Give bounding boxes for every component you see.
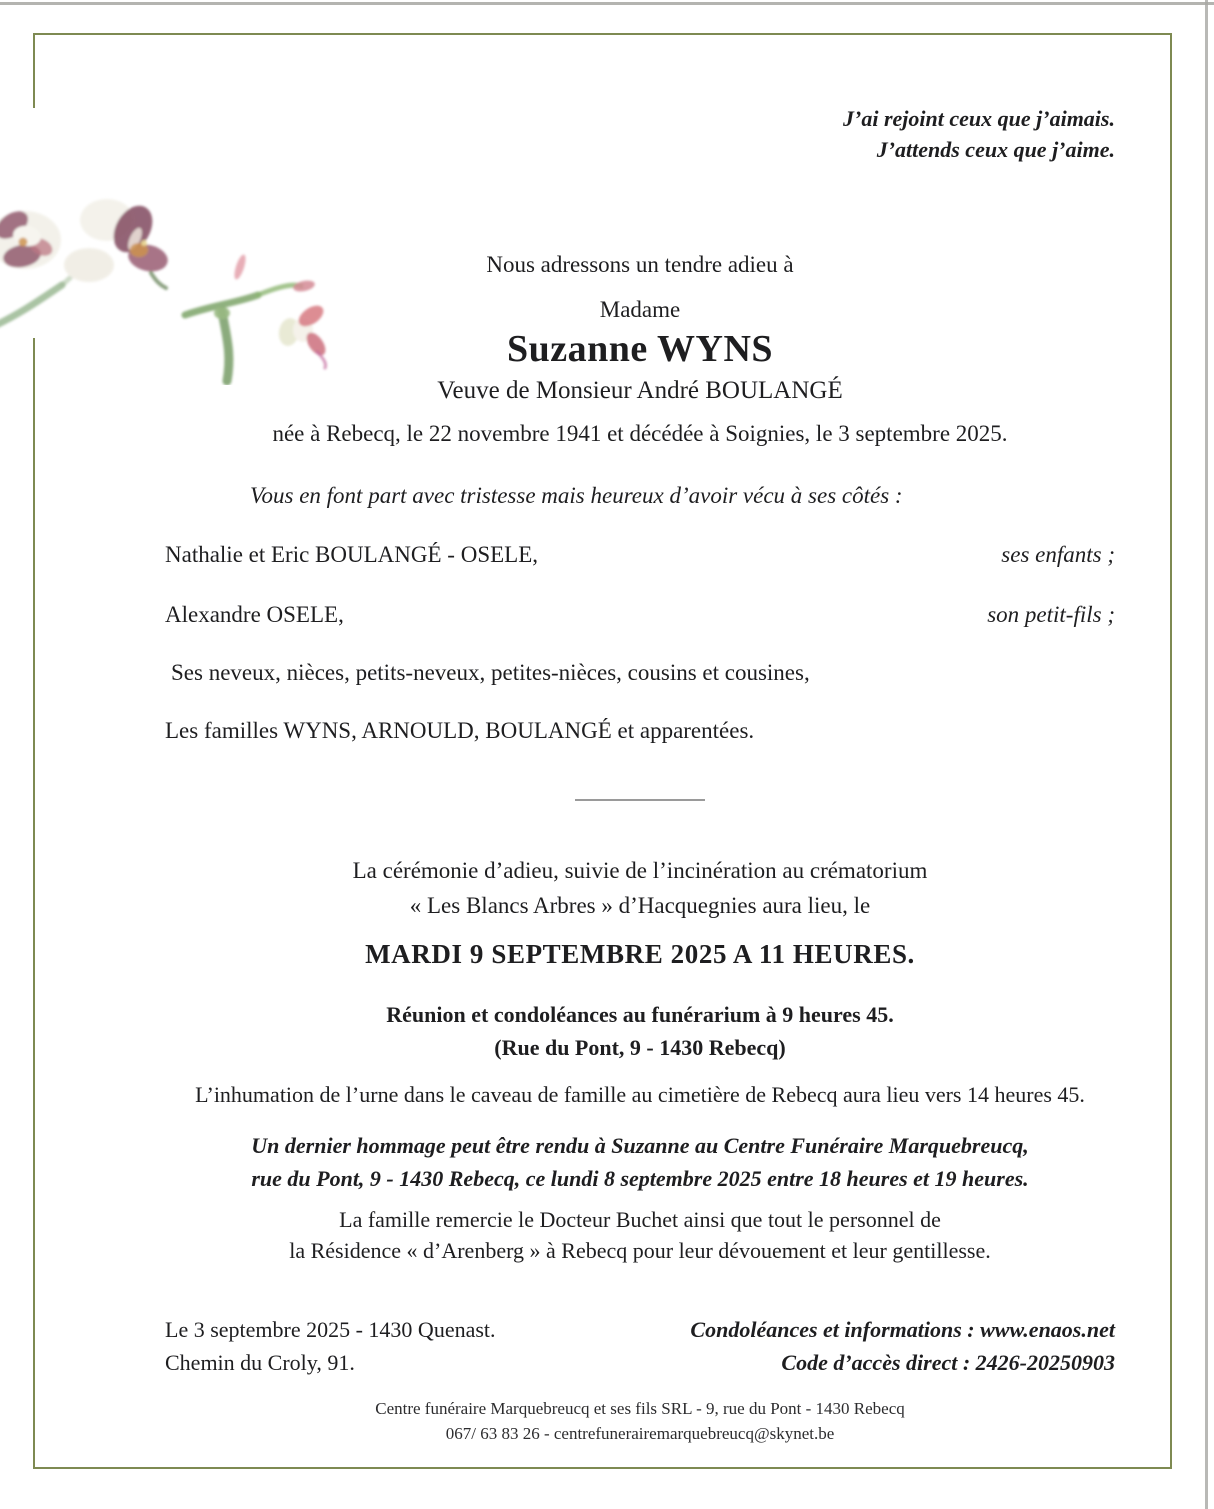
ceremony-line-1: La cérémonie d’adieu, suivie de l’incinération au crématorium [352,858,928,883]
tribute-info [165,1129,1115,1195]
families-line: Les familles WYNS, ARNOULD, BOULANGÉ et apparentées. [165,718,755,743]
burial-info: L’inhumation de l’urne dans le caveau de famille au cimetière de Rebecq aura lieu vers 14 heures 45. [195,1082,1085,1107]
funeral-home-info [165,1396,1115,1446]
relative-name: Nathalie et Eric BOULANGÉ - OSELE, [165,542,539,567]
family-intro: Vous en font part avec tristesse mais heureux d’avoir vécu à ses côtés : [250,483,903,508]
ceremony-line-2: « Les Blancs Arbres » d’Hacquegnies aura lieu, le [409,893,871,918]
epitaph-line-1: J’ai rejoint ceux que j’aimais. [843,106,1115,131]
sender-date-place: Le 3 septembre 2025 - 1430 Quenast. [165,1317,496,1342]
other-relatives-line: Ses neveux, nièces, petits-neveux, petites-nièces, cousins et cousines, [171,660,810,685]
ceremony-date: MARDI 9 SEPTEMBRE 2025 A 11 HEURES. [365,939,915,969]
access-code: Code d’accès direct : 2426-20250903 [781,1350,1115,1375]
life-dates: née à Rebecq, le 22 novembre 1941 et décédée à Soignies, le 3 septembre 2025. [272,421,1008,446]
epitaph [165,103,1115,165]
meeting-info [165,998,1115,1064]
epitaph-line-2: J’attends ceux que j’aime. [876,137,1115,162]
relative-row [165,542,1115,568]
footer-row [165,1313,1115,1379]
funeral-home-contact: 067/ 63 83 26 - centrefunerairemarquebreucq@skynet.be [445,1424,835,1443]
thanks-line-1: La famille remercie le Docteur Buchet ainsi que tout le personnel de [339,1207,941,1232]
condolences-website: Condoléances et informations : www.enaos.net [690,1317,1115,1342]
scan-edge-right [1205,0,1208,1509]
thanks-text [165,1204,1115,1266]
ceremony-text [165,853,1115,923]
title-prefix: Madame [599,297,681,322]
relative-name: Alexandre OSELE, [165,602,344,627]
widow-line: Veuve de Monsieur André BOULANGÉ [437,377,843,404]
meeting-line: Réunion et condoléances au funérarium à 9 heures 45. [386,1002,894,1027]
relative-row [165,602,1115,628]
announcement-intro: Nous adressons un tendre adieu à [486,252,794,277]
tribute-line-2: rue du Pont, 9 - 1430 Rebecq, ce lundi 8 septembre 2025 entre 18 heures et 19 heures. [251,1166,1029,1191]
relative-relation: ses enfants ; [1001,542,1115,567]
condolences-info [690,1313,1115,1379]
deceased-name: Suzanne WYNS [506,328,774,370]
section-divider [575,799,705,801]
scan-edge-top [0,2,1214,5]
sender-address [165,1313,496,1379]
relative-relation: son petit-fils ; [987,602,1115,627]
tribute-line-1: Un dernier hommage peut être rendu à Suzanne au Centre Funéraire Marquebreucq, [251,1133,1029,1158]
thanks-line-2: la Résidence « d’Arenberg » à Rebecq pour leur dévouement et leur gentillesse. [289,1238,991,1263]
meeting-address: (Rue du Pont, 9 - 1430 Rebecq) [494,1035,786,1060]
sender-street: Chemin du Croly, 91. [165,1350,355,1375]
funeral-home-address: Centre funéraire Marquebreucq et ses fils SRL - 9, rue du Pont - 1430 Rebecq [375,1399,905,1418]
